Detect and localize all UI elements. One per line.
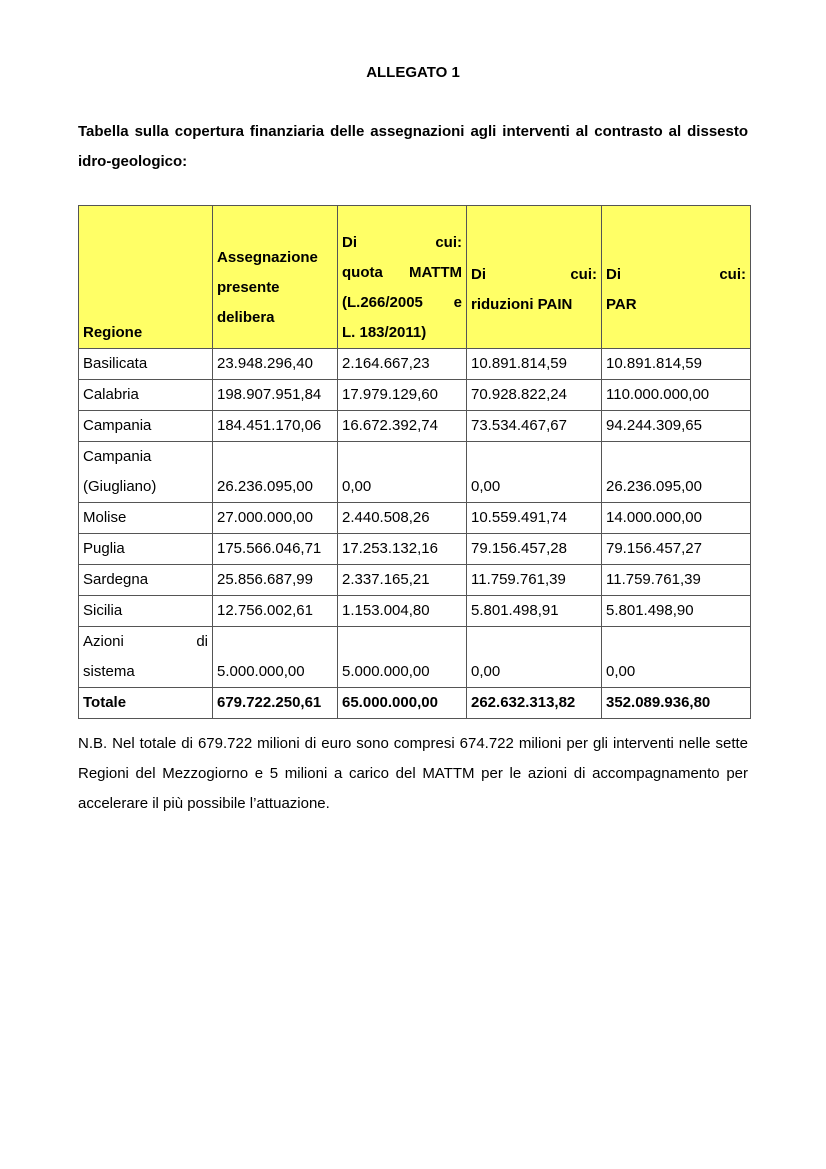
cell-assegnazione: 27.000.000,00 [213, 503, 338, 534]
cell-pain: 0,00 [467, 442, 602, 503]
cell-regione: Azioni di sistema [79, 627, 213, 688]
cell-regione: Sicilia [79, 596, 213, 627]
cell-mattm: 17.253.132,16 [338, 534, 467, 565]
cell-assegnazione: 26.236.095,00 [213, 442, 338, 503]
cell-assegnazione: 184.451.170,06 [213, 411, 338, 442]
table-row [79, 565, 751, 596]
header-riduzioni-pain: Di cui: riduzioni PAIN [467, 206, 602, 349]
cell-mattm: 1.153.004,80 [338, 596, 467, 627]
cell-assegnazione: 12.756.002,61 [213, 596, 338, 627]
cell-regione: Campania (Giugliano) [79, 442, 213, 503]
cell-mattm: 2.440.508,26 [338, 503, 467, 534]
cell-regione: Basilicata [79, 349, 213, 380]
cell-par: 110.000.000,00 [602, 380, 751, 411]
footnote: N.B. Nel totale di 679.722 milioni di euro sono compresi 674.722 milioni per gli interventi nelle sette Regioni del Mezzogiorno e 5 milioni a carico del MATTM per le azioni di accompagnamento per accelerare il più possibile l’attuazione. [78, 735, 748, 812]
table-header-row [79, 206, 751, 349]
header-regione: Regione [79, 206, 213, 349]
cell-par: 5.801.498,90 [602, 596, 751, 627]
cell-par: 26.236.095,00 [602, 442, 751, 503]
header-assegnazione: Assegnazione presente delibera [213, 206, 338, 349]
table-intro: Tabella sulla copertura finanziaria delle assegnazioni agli interventi al contrasto al dissesto idro-geologico: [78, 123, 748, 170]
header-par: Di cui: PAR [602, 206, 751, 349]
cell-mattm: 16.672.392,74 [338, 411, 467, 442]
cell-assegnazione: 175.566.046,71 [213, 534, 338, 565]
cell-par: 94.244.309,65 [602, 411, 751, 442]
cell-total-par: 352.089.936,80 [602, 688, 751, 719]
cell-regione: Campania [79, 411, 213, 442]
table-row [79, 349, 751, 380]
cell-total-pain: 262.632.313,82 [467, 688, 602, 719]
cell-assegnazione: 25.856.687,99 [213, 565, 338, 596]
cell-total-assegnazione: 679.722.250,61 [213, 688, 338, 719]
table-row [79, 534, 751, 565]
cell-pain: 5.801.498,91 [467, 596, 602, 627]
cell-assegnazione: 198.907.951,84 [213, 380, 338, 411]
cell-pain: 70.928.822,24 [467, 380, 602, 411]
cell-mattm: 17.979.129,60 [338, 380, 467, 411]
cell-pain: 10.891.814,59 [467, 349, 602, 380]
cell-par: 10.891.814,59 [602, 349, 751, 380]
allocation-table [78, 205, 751, 719]
cell-pain: 0,00 [467, 627, 602, 688]
table-row [79, 442, 751, 503]
cell-regione: Sardegna [79, 565, 213, 596]
cell-mattm: 0,00 [338, 442, 467, 503]
cell-totale-label: Totale [79, 688, 213, 719]
table-row [79, 596, 751, 627]
table-row [79, 411, 751, 442]
table-row [79, 503, 751, 534]
cell-par: 0,00 [602, 627, 751, 688]
cell-pain: 10.559.491,74 [467, 503, 602, 534]
header-quota-mattm: Di cui: quota MATTM (L.266/2005 e L. 183/2011) [338, 206, 467, 349]
document-title: ALLEGATO 1 [366, 64, 460, 81]
table-total-row [79, 688, 751, 719]
cell-pain: 11.759.761,39 [467, 565, 602, 596]
table-row [79, 627, 751, 688]
cell-mattm: 2.337.165,21 [338, 565, 467, 596]
table-row [79, 380, 751, 411]
cell-assegnazione: 23.948.296,40 [213, 349, 338, 380]
cell-par: 11.759.761,39 [602, 565, 751, 596]
cell-assegnazione: 5.000.000,00 [213, 627, 338, 688]
cell-total-mattm: 65.000.000,00 [338, 688, 467, 719]
cell-mattm: 2.164.667,23 [338, 349, 467, 380]
cell-par: 14.000.000,00 [602, 503, 751, 534]
cell-par: 79.156.457,27 [602, 534, 751, 565]
cell-regione: Puglia [79, 534, 213, 565]
cell-pain: 79.156.457,28 [467, 534, 602, 565]
cell-regione: Molise [79, 503, 213, 534]
cell-mattm: 5.000.000,00 [338, 627, 467, 688]
cell-pain: 73.534.467,67 [467, 411, 602, 442]
cell-regione: Calabria [79, 380, 213, 411]
